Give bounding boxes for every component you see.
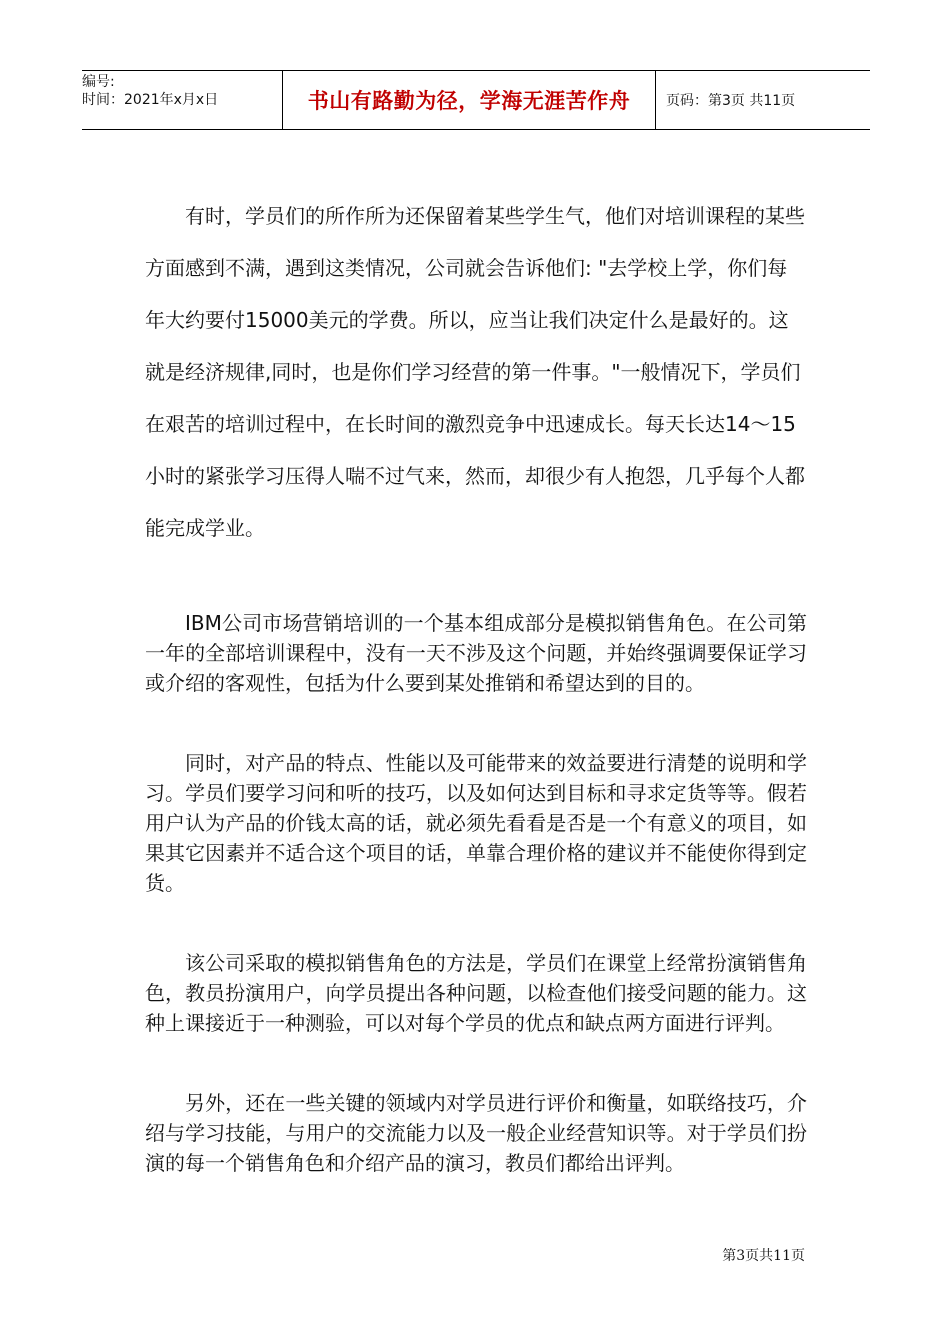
header-meta xyxy=(82,71,283,129)
paragraph-3: 同时，对产品的特点、性能以及可能带来的效益要进行清楚的说明和学习。学员们要学习问和听的技巧，以及如何达到目标和寻求定货等等。假若用户认为产品的价钱太高的话，就必须先看看是否是一个有意义的项目，如果其它因素并不适合这个项目的话，单靠合理价格的建议并不能使你得到定货。 xyxy=(145,751,807,895)
paragraph-4: 该公司采取的模拟销售角色的方法是，学员们在课堂上经常扮演销售角色，教员扮演用户，向学员提出各种问题，以检查他们接受问题的能力。这种上课接近于一种测验，可以对每个学员的优点和缺点两方面进行评判。 xyxy=(145,951,807,1035)
paragraph-5: 另外，还在一些关键的领域内对学员进行评价和衡量，如联络技巧，介绍与学习技能，与用户的交流能力以及一般企业经营知识等。对于学员们扮演的每一个销售角色和介绍产品的演习，教员们都给出评判。 xyxy=(145,1091,807,1175)
header-motto-cell xyxy=(283,71,656,129)
document-number-label: 编号: xyxy=(82,74,115,90)
document-time-label: 时间：2021年x月x日 xyxy=(82,92,219,108)
paragraph-1: 有时，学员们的所作所为还保留着某些学生气，他们对培训课程的某些方面感到不满，遇到这类情况，公司就会告诉他们: "去学校上学，你们每年大约要付15000美元的学费。所以，应当让我们决定什么是最好的。这就是经济规律,同时，也是你们学习经营的第一件事。"一般情况下，学员们在艰苦的培训过程中，在长时间的激烈竞争中迅速成长。每天长达14～15小时的紧张学习压得人喘不过气来，然而，却很少有人抱怨，几乎每个人都能完成学业。 xyxy=(145,204,805,540)
document-body xyxy=(145,190,807,1228)
page-footer: 第3页共11页 xyxy=(722,1248,805,1264)
header-motto: 书山有路勤为径，学海无涯苦作舟 xyxy=(307,89,631,113)
header-page-info: 页码：第3页 共11页 xyxy=(666,93,796,109)
paragraph-2: IBM公司市场营销培训的一个基本组成部分是模拟销售角色。在公司第一年的全部培训课程中，没有一天不涉及这个问题，并始终强调要保证学习或介绍的客观性，包括为什么要到某处推销和希望达到的目的。 xyxy=(145,611,807,695)
page-header xyxy=(82,70,870,130)
